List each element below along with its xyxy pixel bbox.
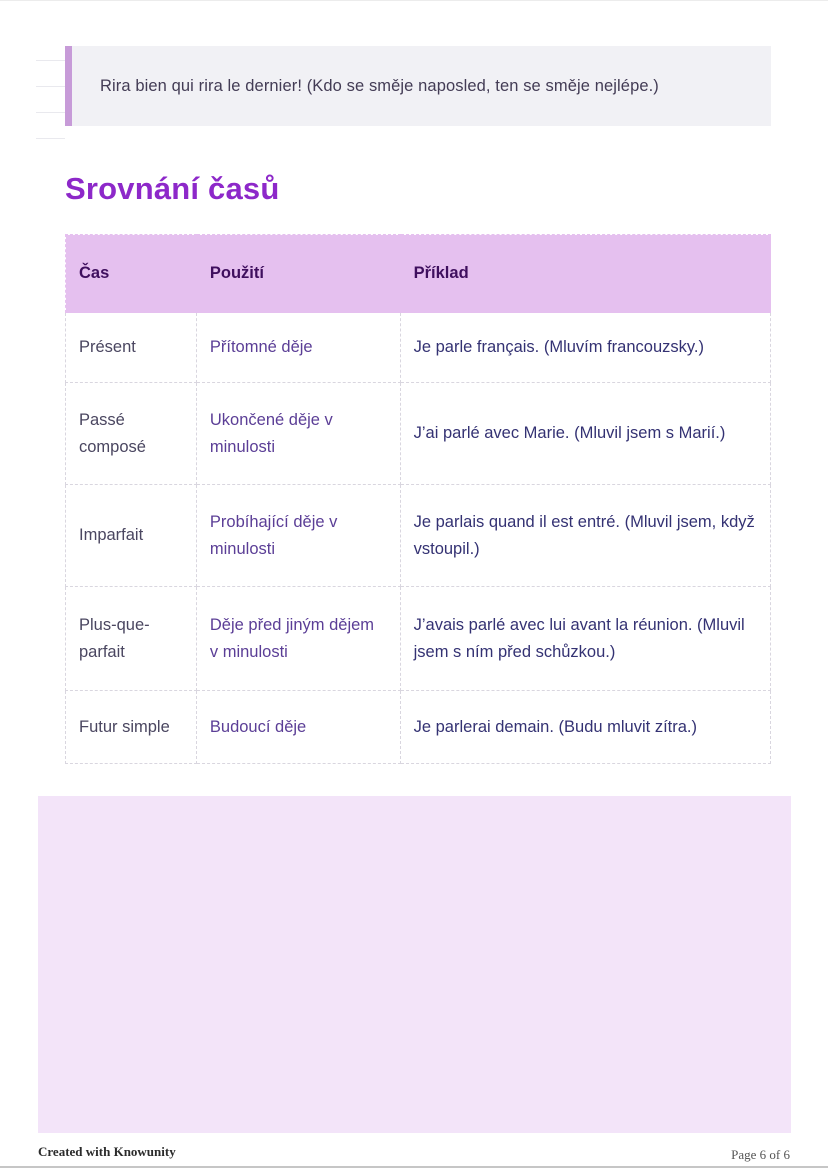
section-title: Srovnání časů: [65, 171, 280, 206]
decorative-lavender-block: [38, 796, 791, 1133]
table-row: [66, 313, 771, 383]
table-row: [66, 383, 771, 485]
column-header-pouziti: Použití: [196, 235, 400, 313]
cell-example: J’ai parlé avec Marie. (Mluvil jsem s Marií.): [400, 383, 770, 485]
cell-tense: Passé composé: [66, 383, 197, 485]
table-row: [66, 587, 771, 691]
cell-example: Je parlais quand il est entré. (Mluvil jsem, když vstoupil.): [400, 485, 770, 587]
table-row: [66, 691, 771, 764]
cell-example: Je parlerai demain. (Budu mluvit zítra.): [400, 691, 770, 764]
tense-comparison-table: [65, 234, 771, 764]
cell-usage: Ukončené děje v minulosti: [196, 383, 400, 485]
cell-example: J’avais parlé avec lui avant la réunion. (Mluvil jsem s ním před schůzkou.): [400, 587, 770, 691]
quote-callout: [65, 46, 771, 126]
cell-usage: Děje před jiným dějem v minulosti: [196, 587, 400, 691]
footer-page-indicator: Page 6 of 6: [731, 1147, 790, 1162]
table-header-row: [66, 235, 771, 313]
page-bottom-divider: [0, 1166, 828, 1168]
column-header-cas: Čas: [66, 235, 197, 313]
cell-tense: Futur simple: [66, 691, 197, 764]
cell-tense: Plus-que-parfait: [66, 587, 197, 691]
cell-usage: Budoucí děje: [196, 691, 400, 764]
cell-example: Je parle français. (Mluvím francouzsky.): [400, 313, 770, 383]
column-header-priklad: Příklad: [400, 235, 770, 313]
cell-usage: Přítomné děje: [196, 313, 400, 383]
cell-usage: Probíhající děje v minulosti: [196, 485, 400, 587]
table-row: [66, 485, 771, 587]
quote-text: Rira bien qui rira le dernier! (Kdo se směje naposled, ten se směje nejlépe.): [100, 76, 659, 95]
footer-created-with: Created with Knowunity: [38, 1144, 176, 1159]
cell-tense: Imparfait: [66, 485, 197, 587]
notebook-ruled-lines: [36, 35, 65, 151]
cell-tense: Présent: [66, 313, 197, 383]
